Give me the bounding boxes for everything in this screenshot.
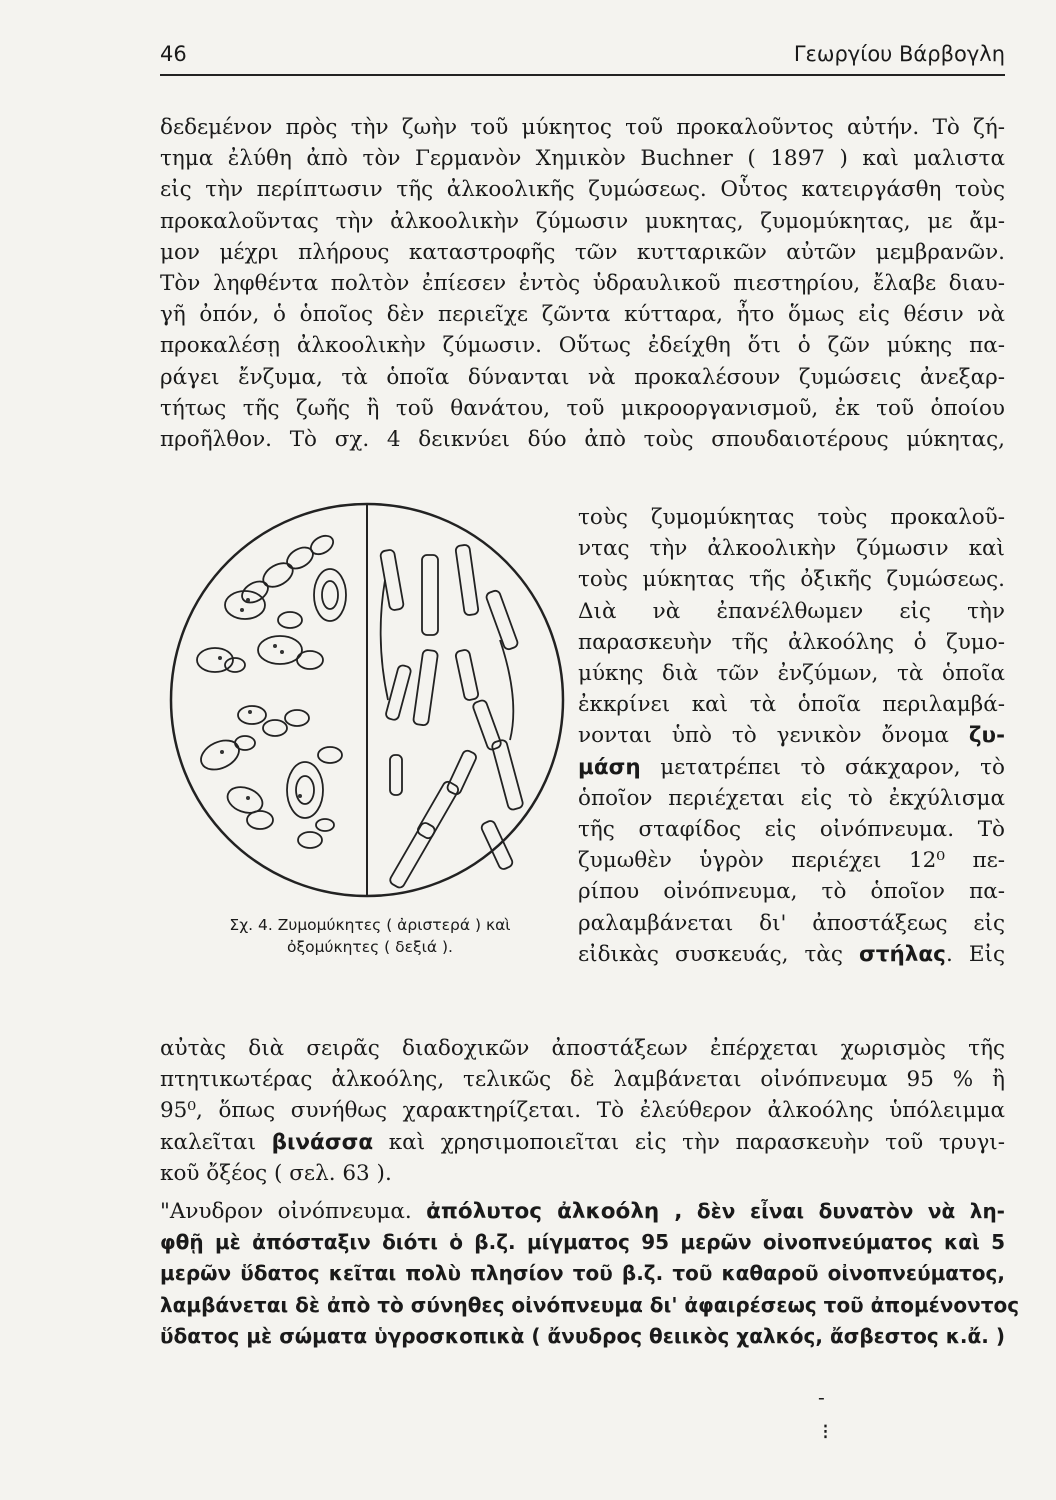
text-line: μον μέχρι πλήρους καταστροφῆς τῶν κυτταρικῶν αὐτῶν μεμβρανῶν. [160,239,1005,265]
text-fragment: . Εἰς [945,941,1005,967]
caption-line: ὀξομύκητες ( δεξιά ). [287,938,453,956]
text-line: μερῶν ὕδατος κεῖται πολὺ πλησίον τοῦ β.ζ. τοῦ καθαροῦ οἰνοπνεύματος, [160,1261,1005,1286]
text-line: ὁποῖον περιέχεται εἰς τὸ ἐκχύλισμα [578,785,1005,811]
text-line: φθῇ μὲ ἀπόσταξιν διότι ὁ β.ζ. μίγματος 95 μερῶν οἰνοπνεύματος καὶ 5 [160,1230,1005,1255]
bold-term-stilas: στήλας [859,941,946,967]
running-head: Γεωργίου Βάρβογλη [793,42,1005,66]
stray-mark: ⁝ [822,1420,829,1445]
text-line [578,752,1005,783]
text-line [578,720,1005,751]
text-line: Τὸν ληφθέντα πολτὸν ἐπίεσεν ἐντὸς ὑδραυλικοῦ πιεστηρίου, ἔλαβε διαυ- [160,271,1005,297]
text-line: παρασκευὴν τῆς ἀλκοόλης ὁ ζυμο- [578,629,1005,655]
text-line [578,939,1005,970]
microscope-illustration [160,500,572,910]
text-line: κοῦ ὄξέος ( σελ. 63 ). [160,1160,392,1186]
text-line: ράγει ἔνζυμα, τὰ ὁποῖα δύνανται νὰ προκαλέσουν ζυμώσεις ἀνεξαρ- [160,364,1005,390]
bold-term-zymasi-b: μάση [578,754,641,780]
text-fragment: καλεῖται [160,1129,256,1155]
text-line: αὐτὰς διὰ σειρᾶς διαδοχικῶν ἀποστάξεων ἐπέρχεται χωρισμὸς τῆς [160,1036,1005,1061]
text-line: Διὰ νὰ ἐπανέλθωμεν εἰς τὴν [578,598,1005,624]
text-line: τοὺς μύκητας τῆς ὀξικῆς ζυμώσεως. [578,567,1005,593]
text-line: μύκης διὰ τῶν ἐνζύμων, τὰ ὁποῖα [578,661,1005,687]
text-line: εἰς τὴν περίπτωσιν τῆς ἀλκοολικῆς ζυμώσεως. Οὗτος κατειργάσθη τοὺς [160,177,1005,203]
paragraph-anhydrous [160,1196,1020,1352]
text-line: τῆς σταφίδος εἰς οἰνόπνευμα. Τὸ [578,817,1005,843]
text-line: ρίπου οἰνόπνευμα, τὸ ὁποῖον πα- [578,879,1005,905]
text-line: τημα ἐλύθη ἀπὸ τὸν Γερμανὸν Χημικὸν Buchner ( 1897 ) καὶ μαλιστα [160,146,1005,172]
bold-term-zymasi-a: ζυ- [968,723,1005,749]
text-fragment: νονται ὑπὸ τὸ γενικὸν ὄνομα [578,723,949,749]
text-line: τήτως τῆς ζωῆς ἢ τοῦ θανάτου, τοῦ μικροοργανισμοῦ, ἐκ τοῦ ὁποίου [160,395,1005,421]
text-line: ραλαμβάνεται δι' ἀποστάξεως εἰς [578,910,1005,936]
stray-mark: - [818,1385,825,1409]
text-line: προῆλθον. Τὸ σχ. 4 δεικνύει δύο ἀπὸ τοὺς σπουδαιοτέρους μύκητας, [160,427,1005,453]
text-line: ὕδατος μὲ σώματα ὑγροσκοπικὰ ( ἄνυδρος θειικὸς χαλκός, ἄσβεστος κ.ἄ. ) [160,1323,1005,1348]
text-line: γῆ ὀπόν, ὁ ὁποῖος δὲν περιεῖχε ζῶντα κύτταρα, ἦτο ὅμως εἰς θέσιν νὰ [160,302,1005,328]
figure-caption [170,914,570,958]
text-line: 95⁰, ὅπως συνήθως χαρακτηρίζεται. Τὸ ἐλεύθερον ἀλκοόλης ὑπόλειμμα [160,1098,1005,1124]
page-number: 46 [160,42,187,66]
text-fragment: "Ανυδρον οἰνόπνευμα. [160,1199,412,1224]
text-fragment: μετατρέπει τὸ σάκχαρον, τὸ [660,754,1005,780]
figure-4-microscope [160,500,572,910]
caption-line: Σχ. 4. Ζυμομύκητες ( ἀριστερά ) καὶ [229,916,511,934]
page-header [160,38,1005,76]
text-line: ζυμωθὲν ὑγρὸν περιέχει 12⁰ πε- [578,848,1005,874]
text-fragment: εἰδικὰς συσκευάς, τὰς [578,941,843,967]
paragraph-continuation [578,502,1005,970]
text-fragment: δὲν εἶναι δυνατὸν νὰ λη- [696,1199,1005,1223]
text-line: προκαλέσῃ ἀλκοολικὴν ζύμωσιν. Οὕτως ἐδείχθη ὅτι ὁ ζῶν μύκης πα- [160,333,1005,359]
paragraph-buchner [160,112,1005,455]
text-line [160,1196,1005,1227]
text-line: προκαλοῦντας τὴν ἀλκοολικὴν ζύμωσιν μυκητας, ζυμομύκητας, με ἄμ- [160,208,1005,234]
text-line: τοὺς ζυμομύκητας τοὺς προκαλοῦ- [578,505,1005,530]
text-line: ἐκκρίνει καὶ τὰ ὁποῖα περιλαμβά- [578,692,1005,718]
text-line: πτητικωτέρας ἀλκοόλης, τελικῶς δὲ λαμβάνεται οἰνόπνευμα 95 % ἢ [160,1067,1005,1093]
bold-term-vinassa: βινάσσα [271,1129,374,1155]
text-line: ντας τὴν ἀλκοολικὴν ζύμωσιν καὶ [578,536,1005,562]
text-line: λαμβάνεται δὲ ἀπὸ τὸ σύνηθες οἰνόπνευμα δι' ἀφαιρέσεως τοῦ ἀπομένοντος [160,1292,1020,1317]
text-fragment: καὶ χρησιμοποιεῖται εἰς τὴν παρασκευὴν τοῦ τρυγι- [388,1129,1005,1155]
paragraph-distillation [160,1033,1005,1189]
text-line: δεδεμένον πρὸς τὴν ζωὴν τοῦ μύκητος τοῦ προκαλοῦντος αὐτήν. Τὸ ζή- [160,115,1005,140]
bold-term-apolytos: ἀπόλυτος ἀλκοόλη , [426,1199,683,1224]
text-line [160,1127,1005,1158]
